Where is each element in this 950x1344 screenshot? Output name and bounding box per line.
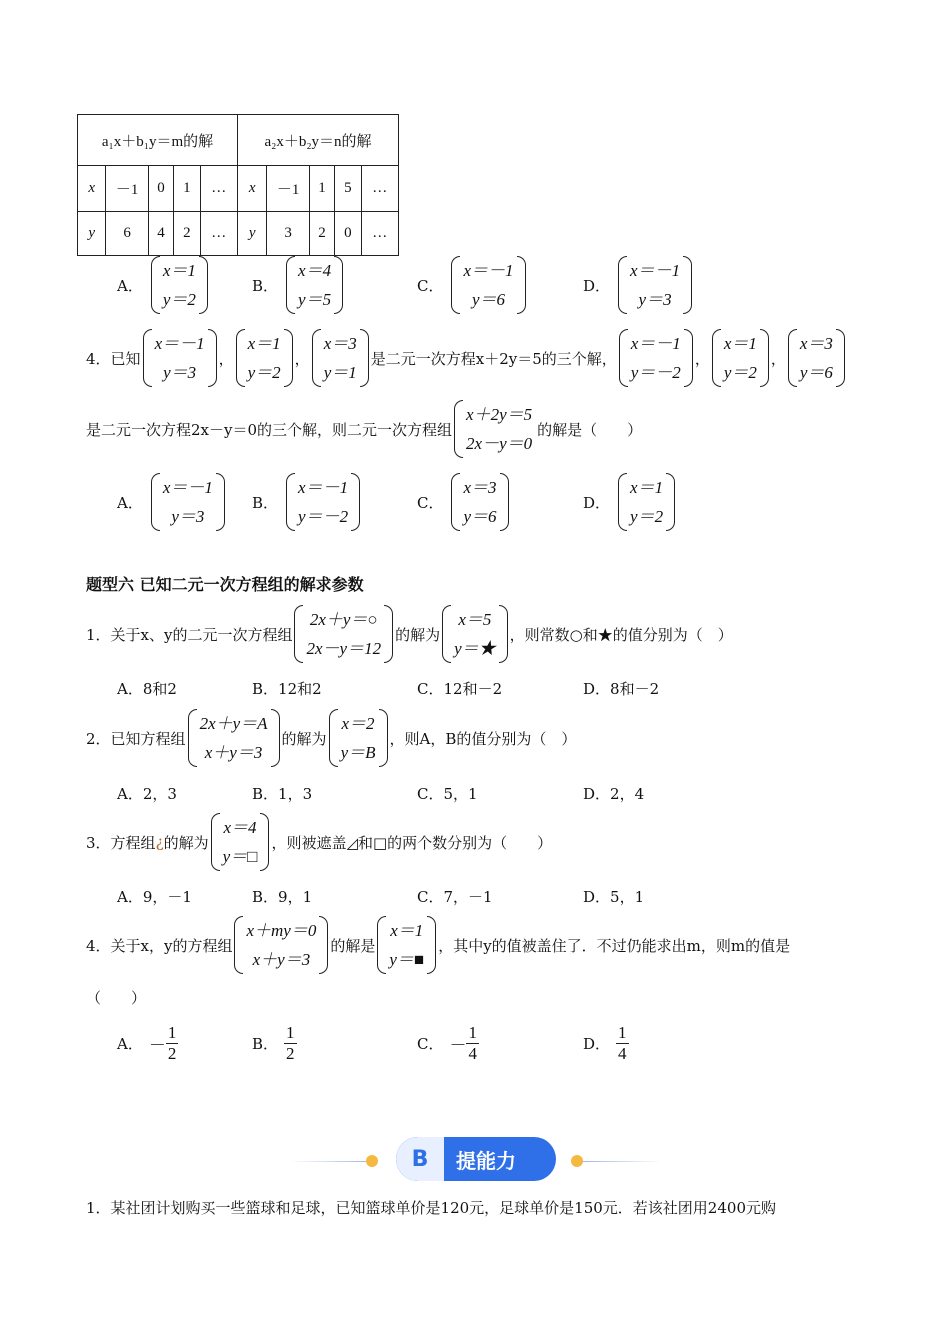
question-text: 关于x，y的方程组	[110, 936, 233, 955]
option-b[interactable]	[252, 1023, 297, 1064]
banner-pill	[396, 1137, 556, 1181]
eq-line: x＝1	[247, 334, 281, 353]
eq-line: x＝－1	[162, 478, 213, 497]
separator: ，	[294, 349, 310, 368]
unknown-glyph: ¿	[155, 833, 164, 851]
option-a[interactable]: A．9，－1	[117, 888, 192, 906]
banner-dot-right	[571, 1155, 583, 1167]
option-label: D．	[583, 493, 611, 512]
question-text: 是二元一次方程2x－y＝0的三个解，则二元一次方程组	[86, 420, 453, 439]
table-cell: 0	[335, 212, 361, 256]
section-title: 题型六 已知二元一次方程组的解求参数	[86, 575, 364, 594]
eq-line: y＝■	[389, 950, 425, 969]
solution-system	[451, 473, 508, 531]
solution-system	[329, 709, 388, 767]
option-label: A．	[117, 1035, 143, 1053]
eq-line: y＝1	[323, 363, 357, 382]
option-b[interactable]	[252, 256, 345, 314]
table-header-left: a₁x＋b₁y＝m的解	[78, 115, 238, 166]
table-cell: 2	[174, 212, 200, 256]
eq-line: x＝－1	[154, 334, 205, 353]
solution-system	[286, 256, 343, 314]
option-label: A．	[117, 276, 143, 295]
question-text: 的解是（ ）	[537, 420, 643, 439]
eq-line: x＋y＝3	[204, 743, 263, 762]
option-d[interactable]	[583, 473, 677, 531]
option-label: C．	[417, 276, 444, 295]
option-d[interactable]	[583, 1023, 629, 1064]
numerator: 1	[618, 1023, 627, 1042]
option-label: C．	[417, 493, 444, 512]
table-cell: 3	[267, 212, 310, 256]
sign: －	[449, 1036, 467, 1055]
answer-blank: （ ）	[86, 989, 147, 1007]
eq-line: y＝□	[222, 847, 258, 866]
option-c[interactable]: C．7，－1	[417, 888, 493, 906]
option-d[interactable]	[583, 256, 694, 314]
option-label: C．	[417, 1035, 444, 1053]
solution-system	[286, 473, 360, 531]
equation-system	[454, 400, 535, 458]
eq-line: y＝2	[630, 507, 664, 526]
eq-line: x＝3	[463, 478, 497, 497]
eq-line: 2x＋y＝A	[199, 714, 268, 733]
question-number: 3．	[86, 833, 111, 852]
solution-system	[712, 329, 769, 387]
option-a[interactable]: A．8和2	[117, 680, 177, 698]
solution-table	[77, 114, 399, 256]
option-a[interactable]	[117, 473, 227, 531]
question-number: 1．	[86, 1199, 111, 1217]
eq-line: x＝－1	[298, 478, 349, 497]
option-b[interactable]: B．1，3	[252, 785, 313, 803]
question-text: ，其中y的值被盖住了．不过仍能求出m，则m的值是	[438, 936, 791, 955]
separator: ，	[218, 349, 234, 368]
option-d[interactable]: D．2，4	[583, 785, 645, 803]
eq-line: x＝1	[390, 921, 424, 940]
problem-b1	[86, 1197, 776, 1218]
equation-system	[234, 916, 328, 974]
problem-4	[86, 916, 790, 974]
denominator: 4	[618, 1044, 627, 1063]
question-4-line-2	[86, 400, 642, 458]
eq-line: y＝5	[298, 290, 332, 309]
banner-letter: B	[396, 1137, 444, 1181]
table-cell: 1	[174, 166, 200, 212]
eq-line: x＝2	[341, 714, 375, 733]
eq-line: y＝6	[799, 363, 833, 382]
problem-2	[86, 709, 576, 767]
solution-system	[619, 329, 693, 387]
fraction	[166, 1023, 179, 1064]
table-cell: x	[238, 166, 267, 212]
problem-3	[86, 813, 552, 871]
eq-line: x＝1	[723, 334, 757, 353]
table-cell: …	[361, 212, 399, 256]
banner-line-right	[583, 1161, 663, 1162]
question-text: 方程组	[110, 833, 156, 852]
table-cell: 1	[309, 166, 334, 212]
solution-system	[151, 256, 208, 314]
solution-system	[442, 605, 508, 663]
question-text: ，则被遮盖◿和□的两个数分别为（ ）	[271, 833, 553, 852]
eq-line: x＝－1	[630, 334, 681, 353]
denominator: 2	[286, 1044, 295, 1063]
question-text: 的解为	[395, 625, 441, 644]
question-text: 已知	[110, 349, 141, 368]
question-number: 2．	[86, 729, 111, 748]
option-a[interactable]	[117, 256, 210, 314]
solution-system	[451, 256, 525, 314]
banner-line-left	[290, 1161, 370, 1162]
question-text: ，则A，B的值分别为（ ）	[389, 729, 577, 748]
solution-system	[618, 473, 675, 531]
question-text: ，则常数○和★的值分别为（ ）	[509, 625, 733, 644]
eq-line: 2x－y＝12	[306, 639, 382, 658]
eq-line: x＋y＝3	[252, 950, 311, 969]
option-label: B．	[252, 493, 279, 512]
numerator: 1	[468, 1023, 477, 1042]
option-c[interactable]: C．5，1	[417, 785, 478, 803]
option-c[interactable]	[417, 473, 511, 531]
eq-line: y＝B	[340, 743, 376, 762]
question-text: 已知方程组	[110, 729, 186, 748]
separator: ，	[770, 349, 786, 368]
eq-line: y＝3	[638, 290, 672, 309]
eq-line: y＝－2	[630, 363, 681, 382]
question-text: 关于x、y的二元一次方程组	[110, 625, 293, 644]
eq-line: x＋2y＝5	[466, 405, 533, 424]
question-number: 1．	[86, 625, 111, 644]
table-cell: 4	[148, 212, 173, 256]
solution-system	[312, 329, 369, 387]
problem-1	[86, 605, 733, 663]
option-b[interactable]: B．12和2	[252, 680, 322, 698]
denominator: 4	[468, 1044, 477, 1063]
eq-line: 2x＋y＝○	[309, 610, 378, 629]
eq-line: y＝3	[171, 507, 205, 526]
eq-line: x＝4	[298, 261, 332, 280]
question-4-line-1	[86, 329, 847, 387]
fraction	[466, 1023, 479, 1064]
numerator: 1	[167, 1023, 177, 1042]
table-cell: －1	[267, 166, 310, 212]
option-label: B．	[252, 1035, 279, 1053]
solution-system	[151, 473, 225, 531]
solution-system	[377, 916, 436, 974]
eq-line: x＝－1	[463, 261, 514, 280]
eq-line: y＝2	[162, 290, 196, 309]
question-number: 4．	[86, 936, 111, 955]
eq-line: y＝★	[454, 639, 496, 658]
question-number: 4．	[86, 349, 111, 368]
numerator: 1	[286, 1023, 295, 1042]
option-d[interactable]: D．8和－2	[583, 680, 660, 698]
sign: －	[148, 1036, 166, 1055]
eq-line: x＝3	[323, 334, 357, 353]
option-c[interactable]: C．12和－2	[417, 680, 503, 698]
denominator: 2	[167, 1044, 177, 1063]
table-cell: y	[78, 212, 106, 256]
table-cell: 0	[148, 166, 173, 212]
table-cell: 5	[335, 166, 361, 212]
option-b[interactable]: B．9，1	[252, 888, 313, 906]
equation-system	[188, 709, 280, 767]
solution-system	[618, 256, 692, 314]
fraction	[616, 1023, 629, 1064]
table-cell: …	[200, 212, 237, 256]
eq-line: x＋my＝0	[246, 921, 317, 940]
table-cell: …	[200, 166, 237, 212]
banner-dot-left	[366, 1155, 378, 1167]
option-label: D．	[583, 276, 611, 295]
question-text: 的解为	[281, 729, 327, 748]
eq-line: x＝1	[162, 261, 196, 280]
eq-line: y＝6	[463, 507, 497, 526]
solution-system	[143, 329, 217, 387]
option-d[interactable]: D．5，1	[583, 888, 645, 906]
table-cell: x	[78, 166, 106, 212]
question-text: 是二元一次方程x＋2y＝5的三个解，	[370, 349, 617, 368]
option-a[interactable]: A．2，3	[117, 785, 177, 803]
eq-line: x＝3	[799, 334, 833, 353]
fraction	[284, 1023, 297, 1064]
question-text: 的解为	[163, 833, 209, 852]
solution-system	[211, 813, 270, 871]
option-label: D．	[583, 1035, 611, 1053]
separator: ，	[694, 349, 710, 368]
eq-line: x＝－1	[630, 261, 681, 280]
table-header-right: a₂x＋b₂y＝n的解	[238, 115, 399, 166]
table-cell: －1	[106, 166, 149, 212]
option-c[interactable]	[417, 1023, 479, 1064]
equation-system	[294, 605, 393, 663]
option-label: B．	[252, 276, 279, 295]
eq-line: y＝6	[471, 290, 506, 309]
table-cell: 2	[309, 212, 334, 256]
eq-line: y＝－2	[298, 507, 349, 526]
eq-line: y＝2	[723, 363, 757, 382]
eq-line: 2x－y＝0	[466, 434, 533, 453]
solution-system	[788, 329, 845, 387]
eq-line: x＝4	[223, 818, 257, 837]
eq-line: y＝2	[247, 363, 281, 382]
eq-line: x＝1	[630, 478, 664, 497]
table-cell: …	[361, 166, 399, 212]
question-text: 某社团计划购买一些篮球和足球，已知篮球单价是120元，足球单价是150元．若该社团用2400元购	[110, 1199, 776, 1217]
solution-system	[236, 329, 293, 387]
table-cell: 6	[106, 212, 149, 256]
table-cell: y	[238, 212, 267, 256]
eq-line: x＝5	[458, 610, 492, 629]
option-b[interactable]	[252, 473, 362, 531]
question-text: 的解是	[330, 936, 376, 955]
banner-text: 提能力	[456, 1148, 516, 1173]
option-label: A．	[117, 493, 143, 512]
option-c[interactable]	[417, 256, 528, 314]
option-a[interactable]	[117, 1023, 178, 1064]
eq-line: y＝3	[163, 363, 197, 382]
